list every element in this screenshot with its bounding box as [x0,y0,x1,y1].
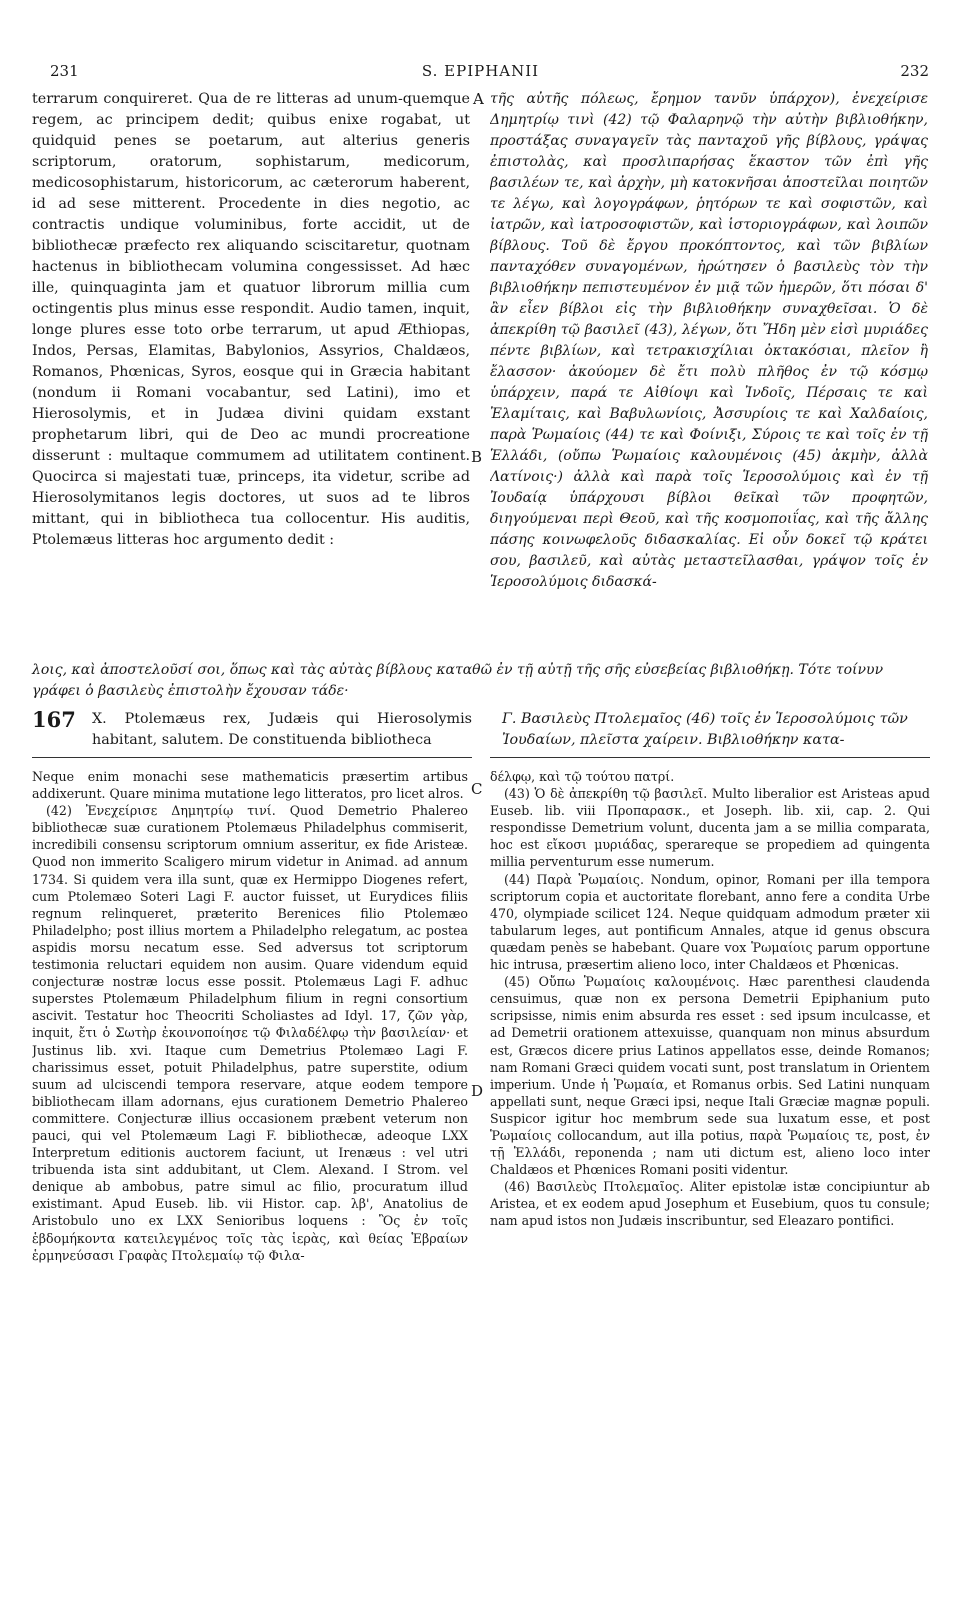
section-latin-heading: X. Ptolemæus rex, Judæis qui Hierosolymis habitant, salutem. De constituenda bibliotheca [92,711,472,748]
footnotes-left-column [32,768,468,1588]
greek-continuation-line: λοις, καὶ ἀποστελοῦσί σοι, ὅπως καὶ τὰς αὐτὰς βίβλους καταθῶ ἐν τῇ αὐτῇ τῆς σῆς εὐσεβείας βιβλιοθήκῃ. Τότε τοίνυν γράφει ὁ βασιλεὺς ἐπιστολὴν ἔχουσαν τάδε· [32,662,884,699]
notes-divider-left [32,757,472,758]
latin-main-text: terrarum conquireret. Qua de re litteras ad unum-quemque regem, ac principem dedit; quibus enixe rogabat, ut quidquid penes se poetarum, aut alterius generis scriptorum, oratorum, sophistarum, medicorum, medicosophistarum, historicorum, ac cæterorum haberent, id ad sese mitterent. Procedente in dies negotio, ac contractis undique voluminibus, forte accidit, ut de bibliothecæ præfecto rex aliquando sciscitaretur, quotnam hactenus in bibliothecam volumina congessisset. Ad hæc ille, quinquaginta jam et quatuor librorum millia cum octingentis plus minus esse respondit. Audio tamen, inquit, longe plures esse toto orbe terrarum, ut apud Æthiopas, Indos, Persas, Elamitas, Babylonios, Assyrios, Chaldæos, Romanos, Phœnicas, Syros, eosque qui in Græcia habitant (nondum ii Romani vocabantur, sed Latini), imo et Hierosolymis, et in Judæa divini quidam exstant prophetarum libri, qui de Deo ac mundi procreatione disserunt : multaque commumem ad utilitatem continent. Quocirca si majestati tuæ, princeps, ita videtur, scribe ad Hierosolymitanos legis doctores, ut suos ad te libros mittant, qui in bibliotheca tua collocentur. His auditis, Ptolemæus litteras hoc argumento dedit : [32,91,470,548]
footnote-paragraph: (43) Ὁ δὲ ἀπεκρίθη τῷ βασιλεῖ. Multo liberalior est Aristeas apud Euseb. lib. viii Προπαρασκ., et Joseph. lib. xii, cap. 2. Qui respondisse Demetrium volunt, ducenta jam a se millia comparata, hoc est εἴκοσι μυριάδας, sperareque se propediem ad quingenta millia perventurum esse numerum. [490,786,930,870]
greek-main-column [490,89,928,659]
section-number: 167 [32,707,76,732]
footnote-paragraph: Neque enim monachi sese mathematicis præsertim artibus addixerunt. Quare minima mutatione lego litteratos, pro licet alros. [32,769,468,802]
latin-main-column [32,89,470,659]
footnote-paragraph: (44) Παρὰ Ῥωμαίοις. Nondum, opinor, Romani per illa tempora scriptorum copia et auctoritate florebant, anno fere a condita Urbe 470, olympiade scilicet 124. Neque quidquam admodum præter xii tabularum leges, aut pontificum Annales, atque id genus obscura quædam penès se habebant. Quare vox Ῥωμαίοις parum opportune hic intrusa, præsertim alieno loco, inter Chaldæos et Phœnicas. [490,871,930,973]
margin-letter-c: C [471,780,483,798]
notes-divider-right [490,757,930,758]
footnote-paragraph: (42) Ἐνεχείρισε Δημητρίῳ τινί. Quod Demetrio Phalereo bibliothecæ suæ curationem Ptolemæus Philadelphus commiserit, incredibili consensu scriptorum omnium asseritur, ex fide Aristeæ. Quod non immerito Scaligero mirum videtur in Animad. ad annum 1734. Si quidem vera illa sunt, quæ ex Hermippo Diogenes refert, cum Ptolemæo Soteri Lagi F. auctor fuisset, ut Eurydices filiis regnum relinqueret, præterito Berenices filio Ptolemæo Philadelpho; post illius mortem a Philadelpho relegatum, ac postea aspidis morsu necatum esse. Sed adversus tot scriptorum testimonia reluctari equidem non ausim. Quare videndum equid conjecturæ nostræ locus esse possit. Ptolemæus Lagi F. adhuc superstes Ptolemæum Philadelphum filium in regni consortium ascivit. Testatur hoc Theocriti Scholiastes ad Idyl. 17, ζῶν γὰρ, inquit, ἔτι ὁ Σωτὴρ ἐκοινοποίησε τῷ Φιλαδέλφῳ τὴν βασιλείαν· et Justinus lib. xvi. Itaque cum Demetrius Ptolemæo Lagi F. charissimus esset, potuit Philadelphus, patre superstite, odium suum ad ulciscendi tempora reservare, atque eodem tempore bibliothecam illam adornans, ejus curationem Demetrio Phalereo committere. Conjecturæ illius occasionem præbent veterum non pauci, qui vel Ptolemæum Lagi F. bibliothecæ, adeoque LXX Interpretum editionis auctorem faciunt, ut Irenæus : vel utri tribuenda ista sint addubitant, ut Clem. Alexand. I Strom. vel denique ab ambobus, patre simul ac filio, procuratum illud existimant. Apud Euseb. lib. vii Histor. cap. λβ', Anatolius de Aristobulo uno ex LXX Senioribus loquens : Ὃς ἐν τοῖς ἑβδομήκοντα κατειλεγμένος τοῖς τὰς ἱερὰς, καὶ θείας Ἑβραίων ἑρμηνεύσασι Γραφὰς Πτολεμαίῳ τῷ Φιλα- [32,803,468,1263]
margin-letter-d: D [471,1082,484,1100]
footnote-paragraph: (45) Οὔπω Ῥωμαίοις καλουμένοις. Hæc parenthesi claudenda censuimus, quæ non ex persona Demetrii Epiphanium puto scripsisse, nimis enim absurda res esset : sed ipsum inculcasse, et ad Demetrii orationem attexuisse, quanquam non minus absurdum est, Græcos dicere prius Latinos appellatos esse, deinde Romanos; nam Romani Græci quidem vocati sunt, post translatum in Orientem imperium. Unde ἡ Ῥωμαία, et Romanus orbis. Sed Latini nunquam appellati sunt, neque Græci ipsi, neque Itali Græciæ magnæ populi. Suspicor igitur hoc membrum sede sua luxatum esse, et post Ῥωμαίοις collocandum, aut illa potius, παρὰ Ῥωμαίοις τε, post, ἐν τῇ Ἑλλάδι, reponenda ; nam uti dictum est, alieno loco inter Chaldæos et Phœnices Romani positi videntur. [490,974,930,1178]
margin-letter-b: B [471,448,483,466]
footnote-paragraph: (46) Βασιλεὺς Πτολεμαῖος. Aliter epistolæ istæ concipiuntur ab Aristea, et ex eodem apud Josephum et Eusebium, quos tu consule; nam apud istos non Judæis inscribuntur, sed Eleazaro pontifici. [490,1179,930,1229]
greek-main-text: τῆς αὐτῆς πόλεως, ἔρημον τανῦν ὑπάρχον), ἐνεχείρισε Δημητρίῳ τινὶ (42) τῷ Φαλαρηνῷ τὴν αὐτὴν βιβλιοθήκην, προστάξας συναγαγεῖν τὰς πανταχοῦ γῆς βίβλους, γράψας ἐπιστολὰς, καὶ προσλιπαρήσας ἕκαστον τῶν ἐπὶ γῆς βασιλέων τε, καὶ ἀρχὴν, μὴ κατοκνῆσαι ἀποστεῖλαι ποιητῶν τε λέγω, καὶ λογογράφων, ῥητόρων τε καὶ σοφιστῶν, καὶ ἰατρῶν, καὶ ἰατροσοφιστῶν, καὶ ἱστοριογράφων, καὶ λοιπῶν βίβλους. Τοῦ δὲ ἔργου προκόπτοντος, καὶ τῶν βιβλίων πανταχόθεν συναγομένων, ἠρώτησεν ὁ βασιλεὺς τὸν τὴν βιβλιοθήκην πεπιστευμένον ἐν μιᾷ τῶν ἡμερῶν, ὅτι πόσαι δ' ἂν εἶεν βίβλοι εἰς τὴν βιβλιοθήκην συναχθεῖσαι. Ὁ δὲ ἀπεκρίθη τῷ βασιλεῖ (43), λέγων, ὅτι Ἤδη μὲν εἰσὶ μυριάδες πέντε βιβλίων, καὶ τετρακισχίλιαι ὀκτακόσιαι, πλεῖον ἢ ἔλασσον· ἀκούομεν δὲ ἔτι πολὺ πλῆθος ἐν τῷ κόσμῳ ὑπάρχειν, παρά τε Αἰθίοψι καὶ Ἰνδοῖς, Πέρσαις τε καὶ Ἐλαμίταις, καὶ Βαβυλωνίοις, Ἀσσυρίοις τε καὶ Χαλδαίοις, παρὰ Ῥωμαίοις (44) τε καὶ Φοίνιξι, Σύροις τε καὶ τοῖς ἐν τῇ Ἑλλάδι, (οὔπω Ῥωμαίοις καλουμένοις (45) ἀκμὴν, ἀλλὰ Λατίνοις·) ἀλλὰ καὶ παρὰ τοῖς Ἱεροσολύμοις καὶ ἐν τῇ Ἰουδαίᾳ ὑπάρχουσι βίβλοι θεῖκαὶ τῶν προφητῶν, διηγούμεναι περὶ Θεοῦ, καὶ τῆς κοσμοποιΐας, καὶ τῆς ἄλλης πάσης κοινωφελοῦς διδασκαλίας. Εἰ οὖν δοκεῖ τῷ κράτει σου, βασιλεῦ, καὶ αὐτὰς μεταστεῖλασθαι, γράψον τοῖς ἐν Ἱεροσολύμοις διδασκά- [490,91,928,590]
footnote-paragraph: δέλφῳ, καὶ τῷ τούτου πατρί. [490,769,675,784]
section-greek-heading: Γ. Βασιλεὺς Πτολεμαῖος (46) τοῖς ἐν Ἱεροσολύμοις τῶν Ἰουδαίων, πλεῖστα χαίρειν. Βιβλιοθήκην κατα- [502,711,908,748]
page-number-left: 231 [50,62,79,80]
margin-letter-a: A [473,90,484,108]
running-title: S. EPIPHANII [421,62,540,80]
page-number-right: 232 [900,62,929,80]
footnotes-right-column [490,768,930,1588]
